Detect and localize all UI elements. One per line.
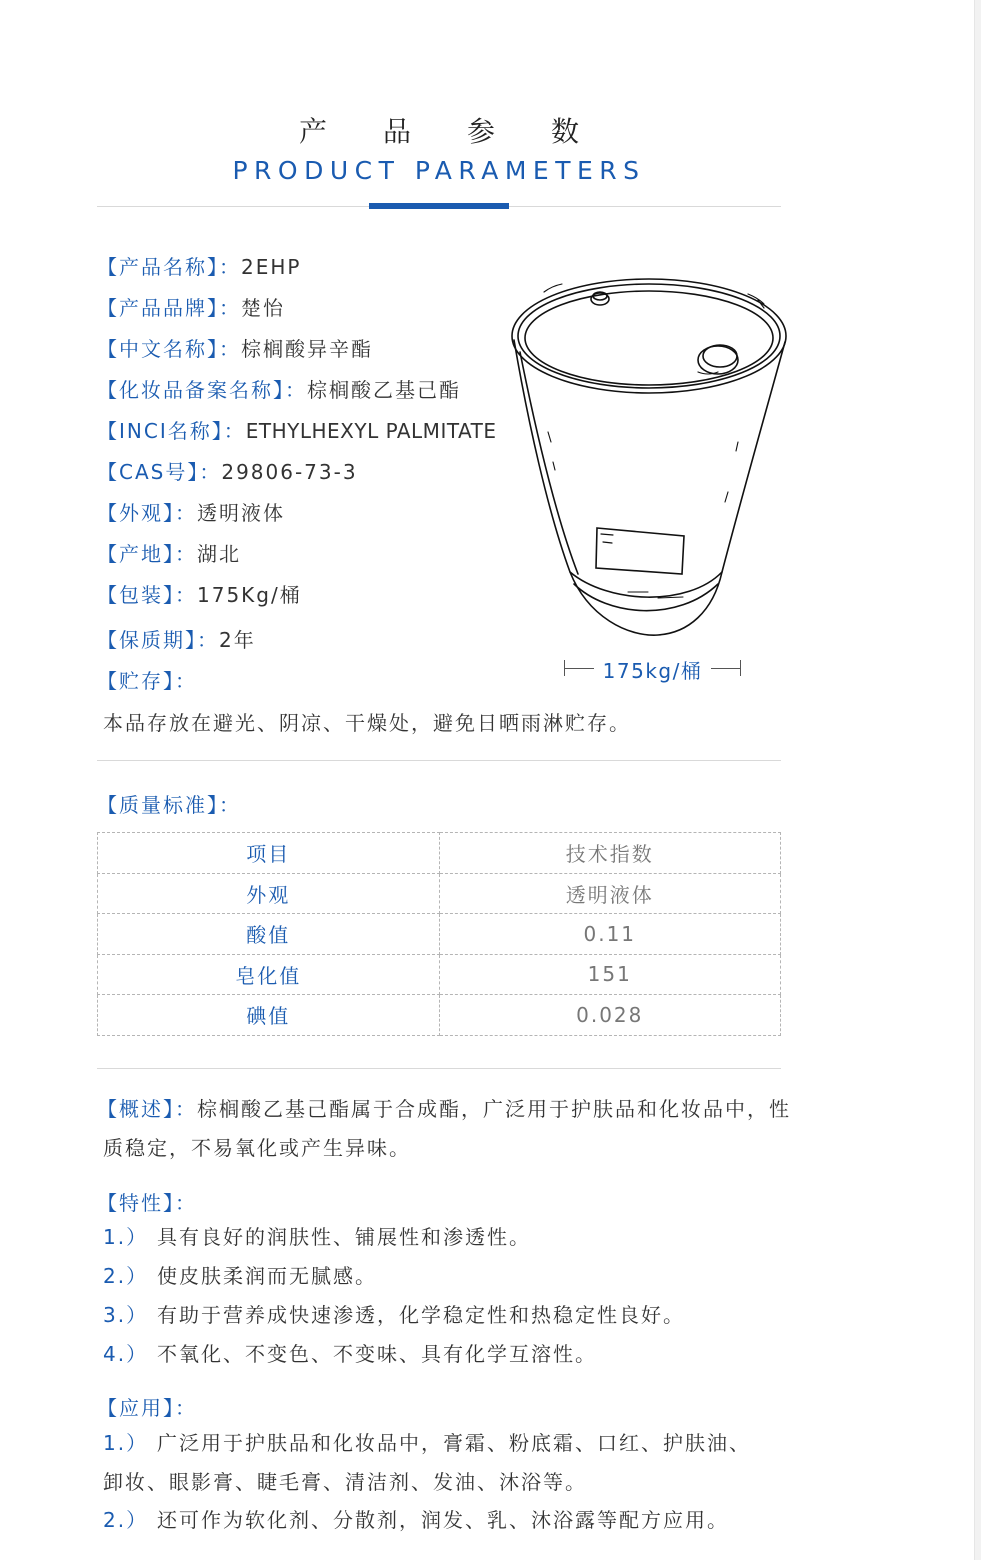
title-accent-bar: [369, 203, 509, 209]
param-key: 【外观】：: [97, 501, 197, 525]
section-divider: [97, 1068, 781, 1069]
feature-item: [103, 1296, 803, 1335]
page-edge: [974, 0, 981, 1560]
overview-paragraph: [97, 1090, 793, 1168]
param-key: 【CAS号】：: [97, 460, 222, 484]
param-value: 棕榈酸异辛酯: [241, 337, 373, 361]
item-text: 有助于营养成快速渗透，化学稳定性和热稳定性良好。: [157, 1303, 685, 1327]
param-key: 【包装】：: [97, 583, 197, 607]
param-appearance: [97, 500, 285, 526]
section-divider: [97, 760, 781, 761]
param-cas: [97, 459, 358, 485]
param-value: 2年: [219, 628, 256, 652]
item-number: 1.）: [103, 1431, 149, 1455]
param-value: 棕榈酸乙基己酯: [307, 378, 461, 402]
item-text: 还可作为软化剂、分散剂，润发、乳、沐浴露等配方应用。: [157, 1508, 729, 1532]
table-cell-item: 外观: [98, 873, 440, 914]
drum-caption: [560, 655, 745, 683]
param-key: 【产品名称】：: [97, 255, 241, 279]
param-product-name: [97, 254, 301, 280]
param-value: 2EHP: [241, 255, 302, 279]
table-cell-item: 酸值: [98, 914, 440, 955]
item-number: 1.）: [103, 1225, 149, 1249]
table-header-cell: 技术指数: [439, 833, 781, 874]
param-value: 29806-73-3: [221, 460, 358, 484]
param-key: 【中文名称】：: [97, 337, 241, 361]
section-title-cn: 产品参数: [298, 115, 635, 148]
item-text: 广泛用于护肤品和化妆品中，膏霜、粉底霜、口红、护肤油、: [157, 1431, 751, 1455]
item-text: 使皮肤柔润而无腻感。: [157, 1264, 377, 1288]
param-storage: [97, 668, 197, 694]
drum-capacity-label: 175kg/桶: [602, 659, 703, 683]
applications-heading: 【应用】：: [97, 1396, 197, 1420]
param-origin: [97, 541, 241, 567]
param-brand: [97, 295, 285, 321]
param-key: 【保质期】：: [97, 628, 219, 652]
param-value: ETHYLHEXYL PALMITATE: [245, 419, 497, 443]
table-row: [98, 995, 781, 1036]
table-cell-value: 151: [439, 954, 781, 995]
caption-line-right: [711, 668, 741, 669]
item-text: 不氧化、不变色、不变味、具有化学互溶性。: [157, 1342, 597, 1366]
param-value: 透明液体: [197, 501, 285, 525]
item-text: 卸妆、眼影膏、睫毛膏、清洁剂、发油、沐浴等。: [103, 1470, 587, 1494]
item-text: 具有良好的润肤性、铺展性和渗透性。: [157, 1225, 531, 1249]
feature-item: [103, 1218, 803, 1257]
table-row: [98, 873, 781, 914]
param-key: 【INCI名称】：: [97, 419, 246, 443]
drum-illustration: [508, 272, 798, 644]
param-inci-name: [97, 418, 497, 444]
table-cell-value: 0.028: [439, 995, 781, 1036]
quality-heading: 【质量标准】：: [97, 793, 241, 817]
param-value: 楚怡: [241, 296, 285, 320]
param-key: 【贮存】：: [97, 669, 197, 693]
feature-item: [103, 1335, 803, 1374]
table-row: [98, 954, 781, 995]
features-heading: 【特性】：: [97, 1191, 197, 1215]
application-item: [103, 1501, 803, 1540]
param-value: 175Kg/桶: [197, 583, 302, 607]
item-number: 2.）: [103, 1508, 149, 1532]
section-title-en: PRODUCT PARAMETERS: [232, 156, 646, 185]
table-cell-value: 透明液体: [439, 873, 781, 914]
param-cosmetic-name: [97, 377, 461, 403]
storage-description: 本品存放在避光、阴凉、干燥处，避免日晒雨淋贮存。: [103, 711, 631, 735]
item-number: 4.）: [103, 1342, 149, 1366]
param-packaging: [97, 582, 302, 608]
table-row: [98, 914, 781, 955]
table-header-cell: 项目: [98, 833, 440, 874]
quality-table: [97, 832, 781, 1036]
caption-tick-right: [740, 660, 741, 676]
overview-text: 棕榈酸乙基己酯属于合成酯，广泛用于护肤品和化妆品中，性质稳定，不易氧化或产生异味。: [103, 1097, 791, 1160]
table-cell-item: 碘值: [98, 995, 440, 1036]
item-number: 2.）: [103, 1264, 149, 1288]
param-key: 【化妆品备案名称】：: [97, 378, 307, 402]
param-shelf-life: [97, 627, 256, 653]
feature-item: [103, 1257, 803, 1296]
item-number: 3.）: [103, 1303, 149, 1327]
table-cell-value: 0.11: [439, 914, 781, 955]
table-header-row: [98, 833, 781, 874]
param-value: 湖北: [197, 542, 241, 566]
table-cell-item: 皂化值: [98, 954, 440, 995]
application-item: [103, 1424, 803, 1463]
param-key: 【产品品牌】：: [97, 296, 241, 320]
param-chinese-name: [97, 336, 373, 362]
overview-key: 【概述】：: [97, 1097, 197, 1121]
application-item-continued: [103, 1463, 803, 1502]
param-key: 【产地】：: [97, 542, 197, 566]
